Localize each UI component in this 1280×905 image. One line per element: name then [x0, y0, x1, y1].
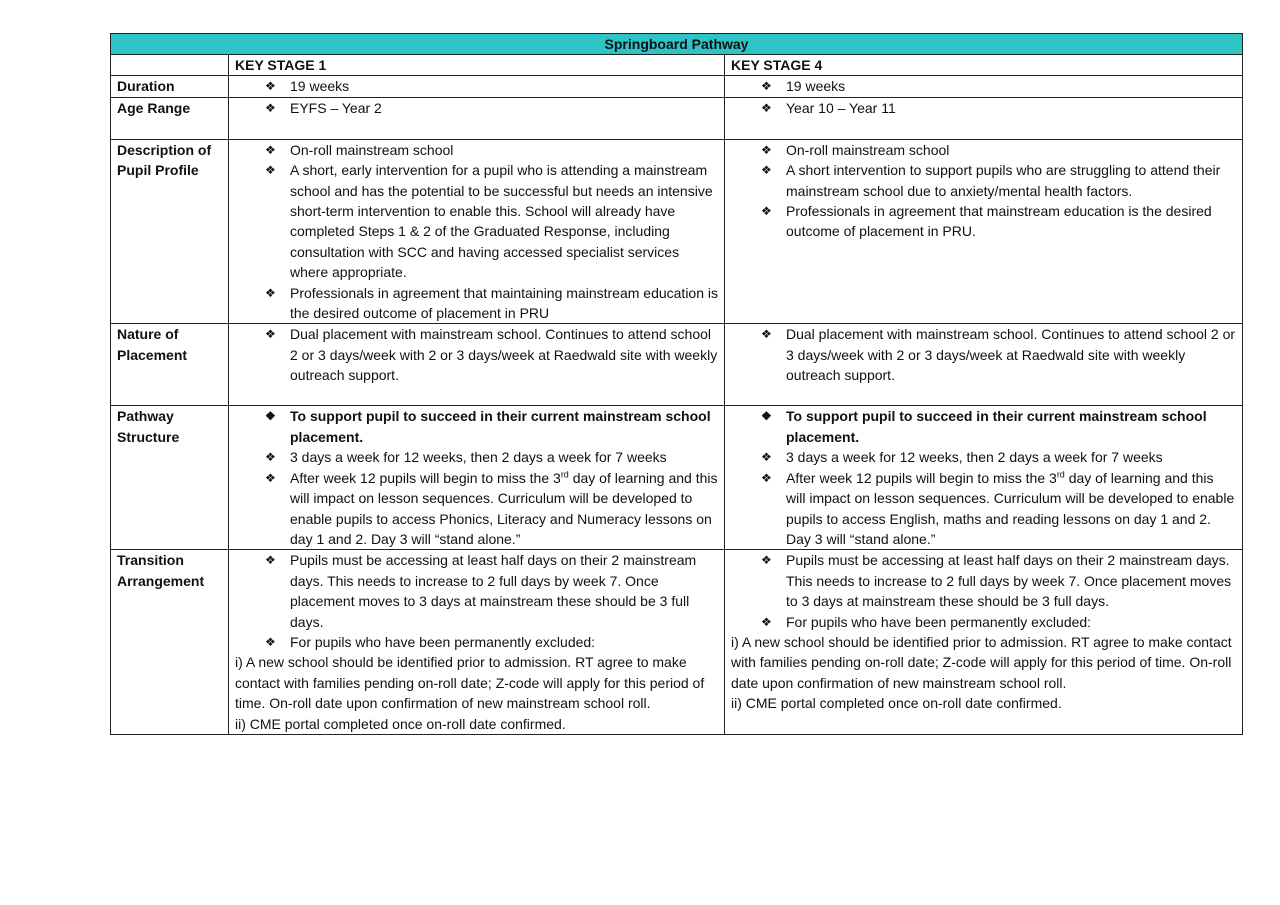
ks4-nature-cell — [725, 324, 1243, 406]
ks4-ordinal-suffix: rd — [1056, 469, 1065, 480]
ks4-description-item: ❖ Professionals in agreement that mainstream education is the desired outcome of placement in PRU. — [731, 201, 1236, 242]
row-duration — [111, 76, 1243, 97]
ks4-duration-item: ❖ 19 weeks — [731, 76, 1236, 96]
ks4-curriculum-text-a: After week 12 pupils will begin to miss the 3 — [786, 469, 1057, 486]
springboard-pathway-table — [110, 33, 1243, 735]
ks1-duration-cell — [229, 76, 725, 97]
ks4-pathway-cell — [725, 406, 1243, 550]
ks1-description-item: ❖ Professionals in agreement that maintaining mainstream education is the desired outcome of placement in PRU — [235, 283, 718, 324]
ks4-transition-cell — [725, 550, 1243, 735]
row-label-duration: Duration — [111, 76, 229, 97]
ks1-age-range-cell — [229, 97, 725, 139]
ks4-transition-para-i: i) A new school should be identified prior to admission. RT agree to make contact with families pending on-roll date; Z-code will apply for this period of time. On-roll date upon confirmation of new mainstream school roll. — [731, 633, 1232, 691]
ks1-description-cell — [229, 139, 725, 324]
ks1-pathway-cell — [229, 406, 725, 550]
row-label-age-range: Age Range — [111, 97, 229, 139]
ks1-transition-para-i: i) A new school should be identified prior to admission. RT agree to make contact with families pending on-roll date; Z-code will apply for this period of time. On-roll date upon confirmation of new mainstream school roll. — [235, 654, 705, 712]
ks4-pathway-schedule: ❖ 3 days a week for 12 weeks, then 2 days a week for 7 weeks — [731, 447, 1236, 467]
ks1-age-range-item: ❖ EYFS – Year 2 — [235, 98, 718, 118]
ks1-ordinal-suffix: rd — [560, 469, 569, 480]
ks1-duration-item: ❖ 19 weeks — [235, 76, 718, 96]
ks4-nature-item: ❖ Dual placement with mainstream school. Continues to attend school 2 or 3 days/week with 2 or 3 days/week at Raedwald site with weekly outreach support. — [731, 324, 1236, 385]
ks4-description-item: ❖ A short intervention to support pupils who are struggling to attend their mainstream school due to anxiety/mental health factors. — [731, 160, 1236, 201]
row-description — [111, 139, 1243, 324]
ks1-nature-item: ❖ Dual placement with mainstream school. Continues to attend school 2 or 3 days/week with 2 or 3 days/week at Raedwald site with weekly outreach support. — [235, 324, 718, 385]
ks4-description-item: ❖ On-roll mainstream school — [731, 140, 1236, 160]
ks1-description-item: ❖ A short, early intervention for a pupil who is attending a mainstream school and has the potential to be successful but needs an intensive short-term intervention to enable this. School will already have completed Steps 1 & 2 of the Graduated Response, including consultation with SCC and having accessed specialist services where appropriate. — [235, 160, 718, 282]
row-label-nature: Nature of Placement — [111, 324, 229, 406]
ks4-age-range-item: ❖ Year 10 – Year 11 — [731, 98, 1236, 118]
title-row — [111, 34, 1243, 55]
header-empty-cell — [111, 55, 229, 76]
ks4-transition-item: ❖ Pupils must be accessing at least half days on their 2 mainstream days. This needs to increase to 2 full days by week 7. Once placement moves to 3 days at mainstream these should be 3 full days. — [731, 550, 1236, 611]
ks4-description-cell — [725, 139, 1243, 324]
ks4-curriculum-text-b: day of learning and this will impact on lesson sequences. Curriculum will be developed to enable pupils to access English, maths and reading lessons on day 1 and 2. Day 3 will “stand alone.” — [786, 469, 1235, 547]
row-label-transition: Transition Arrangement — [111, 550, 229, 735]
row-pathway-structure — [111, 406, 1243, 550]
ks1-curriculum-text-b: day of learning and this will impact on lesson sequences. Curriculum will be developed to enable pupils to access Phonics, Literacy and Numeracy lessons on day 1 and 2. Day 3 will “stand alone.” — [290, 469, 718, 547]
table-title: Springboard Pathway — [111, 34, 1243, 55]
ks1-pathway-schedule: ❖ 3 days a week for 12 weeks, then 2 days a week for 7 weeks — [235, 447, 718, 467]
ks4-transition-para-ii: ii) CME portal completed once on-roll date confirmed. — [731, 695, 1062, 712]
row-label-pathway: Pathway Structure — [111, 406, 229, 550]
row-age-range — [111, 97, 1243, 139]
ks1-transition-item: ❖ For pupils who have been permanently excluded: — [235, 632, 718, 652]
header-row — [111, 55, 1243, 76]
ks1-description-item: ❖ On-roll mainstream school — [235, 140, 718, 160]
row-transition — [111, 550, 1243, 735]
ks1-transition-item: ❖ Pupils must be accessing at least half days on their 2 mainstream days. This needs to increase to 2 full days by week 7. Once placement moves to 3 days at mainstream these should be 3 full days. — [235, 550, 718, 632]
row-nature-of-placement — [111, 324, 1243, 406]
ks4-age-range-cell — [725, 97, 1243, 139]
ks1-pathway-goal: ❖ To support pupil to succeed in their current mainstream school placement. — [235, 406, 718, 447]
ks1-curriculum-text-a: After week 12 pupils will begin to miss the 3 — [290, 469, 561, 486]
ks1-nature-cell — [229, 324, 725, 406]
ks4-pathway-curriculum — [731, 468, 1236, 550]
ks4-pathway-goal: ❖ To support pupil to succeed in their current mainstream school placement. — [731, 406, 1236, 447]
ks4-duration-cell — [725, 76, 1243, 97]
ks1-transition-cell — [229, 550, 725, 735]
row-label-description: Description of Pupil Profile — [111, 139, 229, 324]
ks1-pathway-curriculum — [235, 468, 718, 550]
header-key-stage-1: KEY STAGE 1 — [229, 55, 725, 76]
ks4-transition-item: ❖ For pupils who have been permanently excluded: — [731, 612, 1236, 632]
ks1-transition-para-ii: ii) CME portal completed once on-roll date confirmed. — [235, 715, 566, 732]
header-key-stage-4: KEY STAGE 4 — [725, 55, 1243, 76]
